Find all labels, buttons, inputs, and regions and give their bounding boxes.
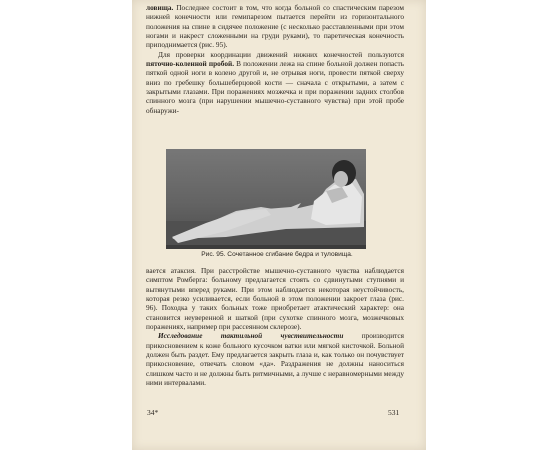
printer-signature: 34* bbox=[147, 408, 159, 417]
bold-italic-term bbox=[158, 331, 343, 340]
figure-caption: Рис. 95. Сочетанное сгибание бедра и туловища. bbox=[201, 251, 353, 258]
bold-term: пяточно-коленной пробой. bbox=[146, 59, 235, 69]
figure-photo bbox=[166, 149, 366, 249]
paragraph-text: производится прикосновением к коже больного кусочком ватки или мягкой кисточкой. Больной должен быть раздет. Ему предлагается закрыть глаза и, как только он почувствует прикосновение, отвечать словом «да». Раздражения не должны наноситься слишком часто и не должны быть ритмичными, а лучше с неравномерными между ними интервалами. bbox=[146, 331, 405, 388]
top-text-block bbox=[146, 3, 404, 115]
italic-term: Исследование тактильной чувствительности bbox=[158, 331, 344, 341]
photo-patient-lying bbox=[166, 149, 366, 249]
bold-fragment: ловища. bbox=[146, 3, 174, 12]
paragraph bbox=[146, 266, 404, 331]
paragraph-lead: Для проверки координации движений нижних конечностей пользуются bbox=[158, 49, 404, 59]
paragraph-text: В положении лежа на спине больной должен попасть пяткой одной ноги в колено другой и, не отрывая ноги, провести пяткой сверху вниз по гребешку большеберцовой кости — сначала с открытыми, а затем с закрытыми глазами. При поражениях мозжечка и при поражении задних столбов спинного мозга (при нарушении мышечно-суставного чувства) при этой пробе обнаружи- bbox=[146, 59, 405, 115]
paragraph-text: вается атаксия. При расстройстве мышечно-суставного чувства наблюдается симптом Ромберга: больному предлагается стоять со сдвинутыми ступнями и вытянутыми вперед руками. При этом наблюдается некоторая неустойчивость, которая резко усиливается, если больной в этом положении закроет глаза (рис. 96). Походка у таких больных тоже приобретает атактический характер: она становится неуверенной и шаткой (при сухотке спинного мозга, мозжечковых поражениях, например при рассеянном склерозе). bbox=[146, 266, 404, 332]
page-number: 531 bbox=[388, 408, 400, 417]
bottom-text-block bbox=[146, 266, 404, 387]
paragraph bbox=[146, 331, 404, 387]
paragraph-text: Последнее состоит в том, что когда больной со спастическим парезом нижней конечности или гемипарезом пытается перейти из горизонтального положения на спине в сидячее положение (с несколько расставленными при этом ногами и накрест сложенными на груди руками), то паретическая конечность приподнимается (рис. 95). bbox=[146, 3, 404, 50]
paragraph bbox=[146, 3, 404, 50]
paragraph bbox=[146, 50, 404, 115]
